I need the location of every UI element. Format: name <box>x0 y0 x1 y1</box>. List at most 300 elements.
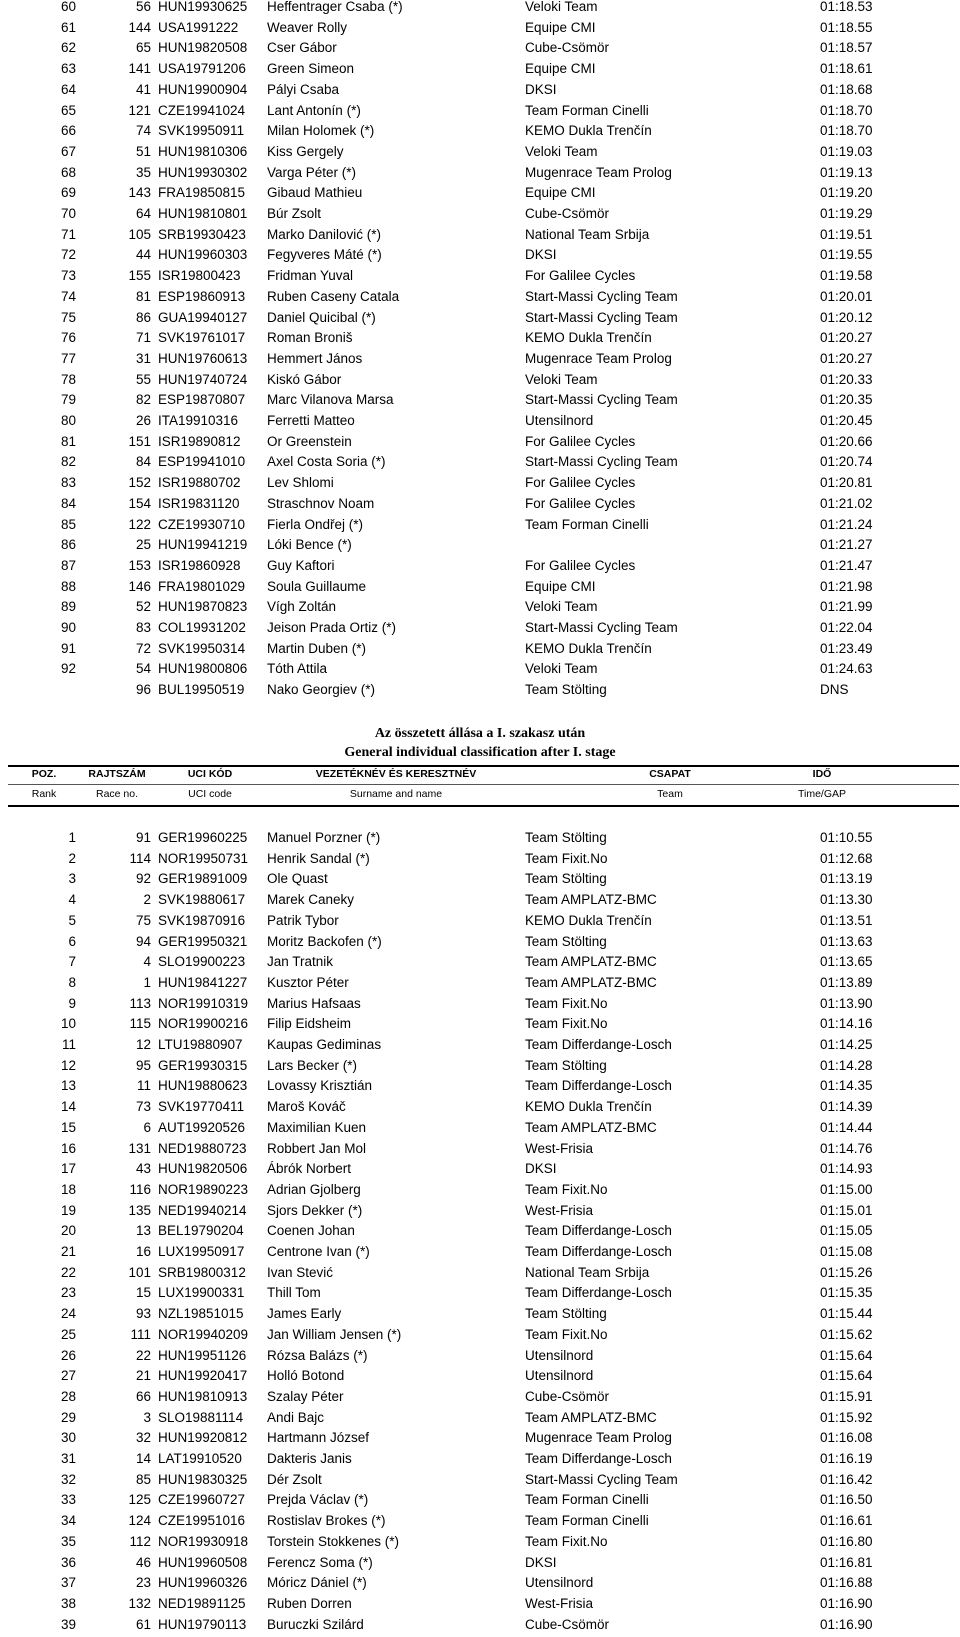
rider-name: Marc Vilanova Marsa <box>267 392 394 408</box>
position: 81 <box>60 433 76 449</box>
table-row <box>0 1076 960 1096</box>
table-row <box>0 869 960 889</box>
team: Veloki Team <box>525 371 598 387</box>
uci-code: CZE19930710 <box>158 516 246 532</box>
uci-code: HUN19930625 <box>158 0 248 14</box>
position: 21 <box>60 1244 76 1259</box>
rider-name: Lars Becker (*) <box>267 1057 358 1073</box>
rider-name: Ivan Stević <box>267 1264 334 1280</box>
race-number: 92 <box>135 871 151 887</box>
race-number: 131 <box>128 1140 151 1156</box>
gc-title-hungarian: Az összetett állása a I. szakasz után <box>374 726 586 741</box>
rider-name: Daniel Quicibal (*) <box>267 309 376 325</box>
rider-name: Centrone Ivan (*) <box>267 1244 370 1259</box>
race-number: 132 <box>128 1595 151 1611</box>
uci-code: FRA19850815 <box>158 185 246 201</box>
time: 01:14.39 <box>820 1099 873 1115</box>
position: 39 <box>60 1616 76 1632</box>
uci-code: HUN19930302 <box>158 164 248 180</box>
position: 73 <box>60 268 76 284</box>
team: Start-Massi Cycling Team <box>525 1471 678 1487</box>
race-number: 2 <box>143 892 151 908</box>
team: Team Fixit.No <box>525 1016 608 1032</box>
race-number: 141 <box>128 61 151 77</box>
race-number: 75 <box>135 912 151 928</box>
rider-name: Móricz Dániel (*) <box>267 1575 367 1591</box>
uci-code: NOR19930918 <box>158 1533 249 1549</box>
time: 01:14.35 <box>820 1078 873 1094</box>
position: 13 <box>60 1078 76 1094</box>
team: Team Differdange-Losch <box>525 1078 672 1094</box>
gc-title-english: General individual classification after I. stage <box>344 745 616 760</box>
uci-code: CZE19951016 <box>158 1513 246 1529</box>
race-number: 12 <box>135 1037 151 1052</box>
uci-code: HUN19920812 <box>158 1430 248 1446</box>
table-row <box>0 349 960 369</box>
rider-name: Heffentrager Csaba (*) <box>267 0 403 14</box>
table-row <box>0 121 960 141</box>
position: 90 <box>60 620 76 635</box>
header-uci-en: UCI code <box>188 788 232 800</box>
rider-name: Kiskó Gábor <box>267 371 342 387</box>
rider-name: Rostislav Brokes (*) <box>267 1513 386 1529</box>
time: 01:16.61 <box>820 1513 873 1529</box>
rider-name: Kusztor Péter <box>267 974 349 990</box>
team: Utensilnord <box>525 1368 594 1384</box>
table-row <box>0 849 960 869</box>
position: 7 <box>68 954 76 970</box>
time: 01:20.12 <box>820 309 873 325</box>
time: 01:15.91 <box>820 1388 873 1404</box>
uci-code: USA19791206 <box>158 61 246 77</box>
uci-code: HUN19870823 <box>158 599 248 615</box>
time: 01:13.19 <box>820 871 873 887</box>
table-row <box>0 308 960 328</box>
time: 01:18.70 <box>820 102 873 118</box>
time: 01:19.13 <box>820 164 873 180</box>
table-row <box>0 1035 960 1055</box>
team: Team Forman Cinelli <box>525 1513 649 1529</box>
position: 28 <box>60 1388 76 1404</box>
position: 23 <box>60 1285 76 1301</box>
table-row <box>0 494 960 514</box>
table-row <box>0 1470 960 1490</box>
table-row <box>0 204 960 224</box>
rider-name: Lant Antonín (*) <box>267 102 361 118</box>
team: West-Frisia <box>525 1595 594 1611</box>
time: 01:20.81 <box>820 475 873 491</box>
team: Team Fixit.No <box>525 995 608 1011</box>
position: 4 <box>68 892 76 908</box>
table-row <box>0 535 960 555</box>
header-team: CSAPAT <box>649 768 691 780</box>
position: 60 <box>60 0 76 14</box>
position: 36 <box>60 1554 76 1570</box>
team: For Galilee Cycles <box>525 433 636 449</box>
uci-code: SLO19900223 <box>158 954 246 970</box>
uci-code: HUN19941219 <box>158 537 248 553</box>
time: 01:20.74 <box>820 454 873 470</box>
rider-name: James Early <box>267 1306 342 1322</box>
race-number: 13 <box>135 1223 151 1239</box>
table-row <box>0 38 960 58</box>
race-number: 122 <box>128 516 151 532</box>
uci-code: GER19891009 <box>158 871 248 887</box>
race-number: 31 <box>135 350 151 366</box>
rider-name: Patrik Tybor <box>267 912 339 928</box>
team: West-Frisia <box>525 1202 594 1218</box>
uci-code: NOR19890223 <box>158 1181 249 1197</box>
race-number: 93 <box>135 1306 151 1322</box>
time: 01:13.63 <box>820 933 873 949</box>
race-number: 81 <box>135 288 151 304</box>
race-number: 43 <box>135 1161 151 1177</box>
race-number: 14 <box>135 1451 151 1466</box>
team: Team Forman Cinelli <box>525 1492 649 1508</box>
position: 29 <box>60 1409 76 1425</box>
race-number: 66 <box>135 1388 151 1404</box>
table-row <box>0 225 960 245</box>
team: Team Forman Cinelli <box>525 102 649 118</box>
rider-name: Axel Costa Soria (*) <box>267 454 386 470</box>
team: KEMO Dukla Trenčín <box>525 123 652 139</box>
team: Mugenrace Team Prolog <box>525 164 672 180</box>
team: Mugenrace Team Prolog <box>525 350 672 366</box>
table-row <box>0 473 960 493</box>
rider-name: Szalay Péter <box>267 1388 344 1404</box>
table-row <box>0 1449 960 1469</box>
rider-name: Buruczki Szilárd <box>267 1616 364 1632</box>
uci-code: HUN19790113 <box>158 1616 247 1632</box>
position: 2 <box>68 850 76 866</box>
table-row <box>0 973 960 993</box>
rider-name: Tóth Attila <box>267 661 328 677</box>
team: Start-Massi Cycling Team <box>525 620 678 635</box>
position: 25 <box>60 1326 76 1342</box>
rider-name: Guy Kaftori <box>267 557 335 573</box>
team: Team Fixit.No <box>525 1181 608 1197</box>
race-number: 96 <box>135 682 151 698</box>
time: 01:15.92 <box>820 1409 873 1425</box>
uci-code: HUN19830325 <box>158 1471 248 1487</box>
table-row <box>0 1139 960 1159</box>
table-row <box>0 1615 960 1635</box>
time: 01:20.66 <box>820 433 873 449</box>
team: Cube-Csömör <box>525 1616 610 1632</box>
position: 91 <box>60 640 76 656</box>
position: 83 <box>60 475 76 491</box>
position: 20 <box>60 1223 76 1239</box>
header-name: VEZETÉKNÉV ÉS KERESZTNÉV <box>315 768 477 780</box>
position: 63 <box>60 61 76 77</box>
uci-code: BEL19790204 <box>158 1223 244 1239</box>
uci-code: HUN19810801 <box>158 206 248 221</box>
uci-code: SVK19880617 <box>158 892 246 908</box>
race-number: 32 <box>135 1430 151 1446</box>
table-row <box>0 1553 960 1573</box>
race-number: 56 <box>135 0 151 14</box>
time: 01:16.90 <box>820 1595 873 1611</box>
uci-code: LTU19880907 <box>158 1037 243 1052</box>
race-number: 52 <box>135 599 151 615</box>
position: 65 <box>60 102 76 118</box>
race-number: 73 <box>135 1099 151 1115</box>
time: 01:19.20 <box>820 185 873 201</box>
uci-code: ESP19870807 <box>158 392 246 408</box>
table-row <box>0 1573 960 1593</box>
team: Team AMPLATZ-BMC <box>525 974 657 990</box>
rider-name: Weaver Rolly <box>267 19 348 35</box>
table-row <box>0 515 960 535</box>
rider-name: Andi Bajc <box>267 1409 325 1425</box>
team: Equipe CMI <box>525 61 596 77</box>
rider-name: Maximilian Kuen <box>267 1119 367 1135</box>
team: Veloki Team <box>525 0 598 14</box>
team: Team AMPLATZ-BMC <box>525 1119 657 1135</box>
table-row <box>0 1490 960 1510</box>
team: Team Differdange-Losch <box>525 1223 672 1239</box>
uci-code: HUN19960508 <box>158 1554 248 1570</box>
time: 01:16.88 <box>820 1575 873 1591</box>
table-row <box>0 287 960 307</box>
time: 01:21.99 <box>820 599 873 615</box>
time: 01:14.28 <box>820 1057 873 1073</box>
time: 01:15.44 <box>820 1306 873 1322</box>
team: Team Differdange-Losch <box>525 1451 672 1466</box>
position: 38 <box>60 1595 76 1611</box>
uci-code: HUN19810306 <box>158 143 248 159</box>
table-row <box>0 245 960 265</box>
team: Veloki Team <box>525 599 598 615</box>
team: Utensilnord <box>525 413 594 428</box>
uci-code: ISR19831120 <box>158 495 240 511</box>
table-row <box>0 370 960 390</box>
table-row <box>0 80 960 100</box>
team: Team Stölting <box>525 1057 607 1073</box>
position: 62 <box>60 40 76 56</box>
rider-name: Kiss Gergely <box>267 143 344 159</box>
team: Veloki Team <box>525 143 598 159</box>
position: 34 <box>60 1513 76 1529</box>
race-number: 105 <box>128 226 151 242</box>
uci-code: HUN19841227 <box>158 974 248 990</box>
team: National Team Srbija <box>525 1264 650 1280</box>
rider-name: Rózsa Balázs (*) <box>267 1347 368 1363</box>
team: Team AMPLATZ-BMC <box>525 892 657 908</box>
race-number: 124 <box>128 1513 151 1529</box>
rider-name: Martin Duben (*) <box>267 640 367 656</box>
uci-code: ESP19860913 <box>158 288 246 304</box>
time: 01:21.02 <box>820 495 873 511</box>
uci-code: SLO19881114 <box>158 1409 244 1425</box>
table-row <box>0 556 960 576</box>
race-number: 22 <box>135 1347 151 1363</box>
time: 01:18.57 <box>820 40 873 56</box>
team: KEMO Dukla Trenčín <box>525 1099 652 1115</box>
time: 01:18.61 <box>820 61 873 77</box>
table-row <box>0 0 960 17</box>
rider-name: Ruben Dorren <box>267 1595 352 1611</box>
table-row <box>0 1408 960 1428</box>
position: 24 <box>60 1306 76 1322</box>
position: 74 <box>60 288 76 304</box>
time: 01:16.90 <box>820 1616 873 1632</box>
time: 01:12.68 <box>820 850 873 866</box>
uci-code: HUN19880623 <box>158 1078 248 1094</box>
uci-code: NOR19910319 <box>158 995 249 1011</box>
uci-code: ITA19910316 <box>158 413 239 428</box>
uci-code: HUN19960326 <box>158 1575 248 1591</box>
header-time-en: Time/GAP <box>797 788 847 800</box>
position: 5 <box>68 912 76 928</box>
team: Equipe CMI <box>525 578 596 594</box>
rider-name: Green Simeon <box>267 61 355 77</box>
uci-code: ISR19890812 <box>158 433 241 449</box>
header-team-en: Team <box>657 788 683 800</box>
race-number: 3 <box>143 1409 151 1425</box>
race-number: 35 <box>135 164 151 180</box>
team: Team Differdange-Losch <box>525 1037 672 1052</box>
time: 01:16.19 <box>820 1451 873 1466</box>
position: 3 <box>68 871 76 887</box>
team: For Galilee Cycles <box>525 495 636 511</box>
time: 01:20.01 <box>820 288 873 304</box>
header-name-en: Surname and name <box>349 788 443 800</box>
time: 01:14.76 <box>820 1140 873 1156</box>
rider-name: Lóki Bence (*) <box>267 537 352 553</box>
position: 86 <box>60 537 76 553</box>
table-row <box>0 1159 960 1179</box>
rider-name: Coenen Johan <box>267 1223 355 1239</box>
position: 16 <box>60 1140 76 1156</box>
table-row <box>0 1242 960 1262</box>
table-row <box>0 1118 960 1138</box>
table-row <box>0 1325 960 1345</box>
race-number: 4 <box>143 954 151 970</box>
rider-name: Torstein Stokkenes (*) <box>267 1533 400 1549</box>
header-race-no: RAJTSZÁM <box>88 768 146 780</box>
team: Start-Massi Cycling Team <box>525 454 678 470</box>
table-row <box>0 1532 960 1552</box>
rider-name: Cser Gábor <box>267 40 337 56</box>
time: 01:20.35 <box>820 392 873 408</box>
table-row <box>0 101 960 121</box>
position: 78 <box>60 371 76 387</box>
time: 01:20.27 <box>820 350 873 366</box>
time: 01:15.00 <box>820 1181 873 1197</box>
uci-code: GER19950321 <box>158 933 248 949</box>
uci-code: ESP19941010 <box>158 454 246 470</box>
table-row <box>0 1304 960 1324</box>
race-number: 41 <box>135 81 151 97</box>
position: 26 <box>60 1347 76 1363</box>
table-row <box>0 328 960 348</box>
time: 01:15.62 <box>820 1326 873 1342</box>
uci-code: NED19891125 <box>158 1595 246 1611</box>
time: 01:14.25 <box>820 1037 873 1052</box>
uci-code: NOR19940209 <box>158 1326 249 1342</box>
rider-name: Hemmert János <box>267 350 363 366</box>
team: Start-Massi Cycling Team <box>525 392 678 408</box>
table-row <box>0 59 960 79</box>
race-number: 144 <box>128 19 151 35</box>
rider-name: Pályi Csaba <box>267 81 340 97</box>
race-number: 74 <box>135 123 151 139</box>
table-row <box>0 659 960 679</box>
team: Team Differdange-Losch <box>525 1285 672 1301</box>
time: 01:19.29 <box>820 206 873 221</box>
uci-code: HUN19960303 <box>158 247 248 263</box>
team: DKSI <box>525 81 557 97</box>
race-number: 65 <box>135 40 151 56</box>
position: 6 <box>68 933 76 949</box>
uci-code: FRA19801029 <box>158 578 246 594</box>
rider-name: Jan William Jensen (*) <box>267 1326 402 1342</box>
uci-code: HUN19800806 <box>158 661 248 677</box>
table-row <box>0 1594 960 1614</box>
race-number: 16 <box>135 1244 151 1259</box>
race-number: 25 <box>135 537 151 553</box>
header-middle-rule <box>8 784 959 785</box>
position: 84 <box>60 495 76 511</box>
uci-code: HUN19820506 <box>158 1161 248 1177</box>
time: 01:20.27 <box>820 330 873 346</box>
position: 19 <box>60 1202 76 1218</box>
position: 10 <box>60 1016 76 1032</box>
uci-code: HUN19951126 <box>158 1347 247 1363</box>
position: 8 <box>68 974 76 990</box>
table-row <box>0 828 960 848</box>
race-number: 71 <box>135 330 151 346</box>
table-row <box>0 932 960 952</box>
team: Start-Massi Cycling Team <box>525 309 678 325</box>
team: Cube-Csömör <box>525 1388 610 1404</box>
header-time: IDŐ <box>812 768 832 780</box>
table-row <box>0 411 960 431</box>
rider-name: Dakteris Janis <box>267 1451 352 1466</box>
team: Utensilnord <box>525 1575 594 1591</box>
position: 68 <box>60 164 76 180</box>
time: 01:15.64 <box>820 1368 873 1384</box>
time: 01:22.04 <box>820 620 873 635</box>
uci-code: HUN19900904 <box>158 81 248 97</box>
race-number: 44 <box>135 247 151 263</box>
race-number: 114 <box>129 850 151 866</box>
table-row <box>0 890 960 910</box>
time: 01:16.50 <box>820 1492 873 1508</box>
race-number: 6 <box>143 1119 151 1135</box>
time: 01:16.42 <box>820 1471 873 1487</box>
race-number: 146 <box>128 578 151 594</box>
table-row <box>0 1346 960 1366</box>
race-number: 111 <box>130 1326 151 1342</box>
uci-code: SVK19950314 <box>158 640 246 656</box>
table-row <box>0 432 960 452</box>
race-number: 84 <box>135 454 151 470</box>
position: 33 <box>60 1492 76 1508</box>
team: Team Stölting <box>525 1306 607 1322</box>
rider-name: Straschnov Noam <box>267 495 375 511</box>
time: 01:18.55 <box>820 19 873 35</box>
uci-code: LUX19900331 <box>158 1285 245 1301</box>
position: 31 <box>60 1451 76 1466</box>
time: 01:15.08 <box>820 1244 873 1259</box>
rider-name: Prejda Václav (*) <box>267 1492 369 1508</box>
rider-name: Soula Guillaume <box>267 578 367 594</box>
race-number: 15 <box>135 1285 151 1301</box>
uci-code: SRB19930423 <box>158 226 246 242</box>
table-row <box>0 1387 960 1407</box>
